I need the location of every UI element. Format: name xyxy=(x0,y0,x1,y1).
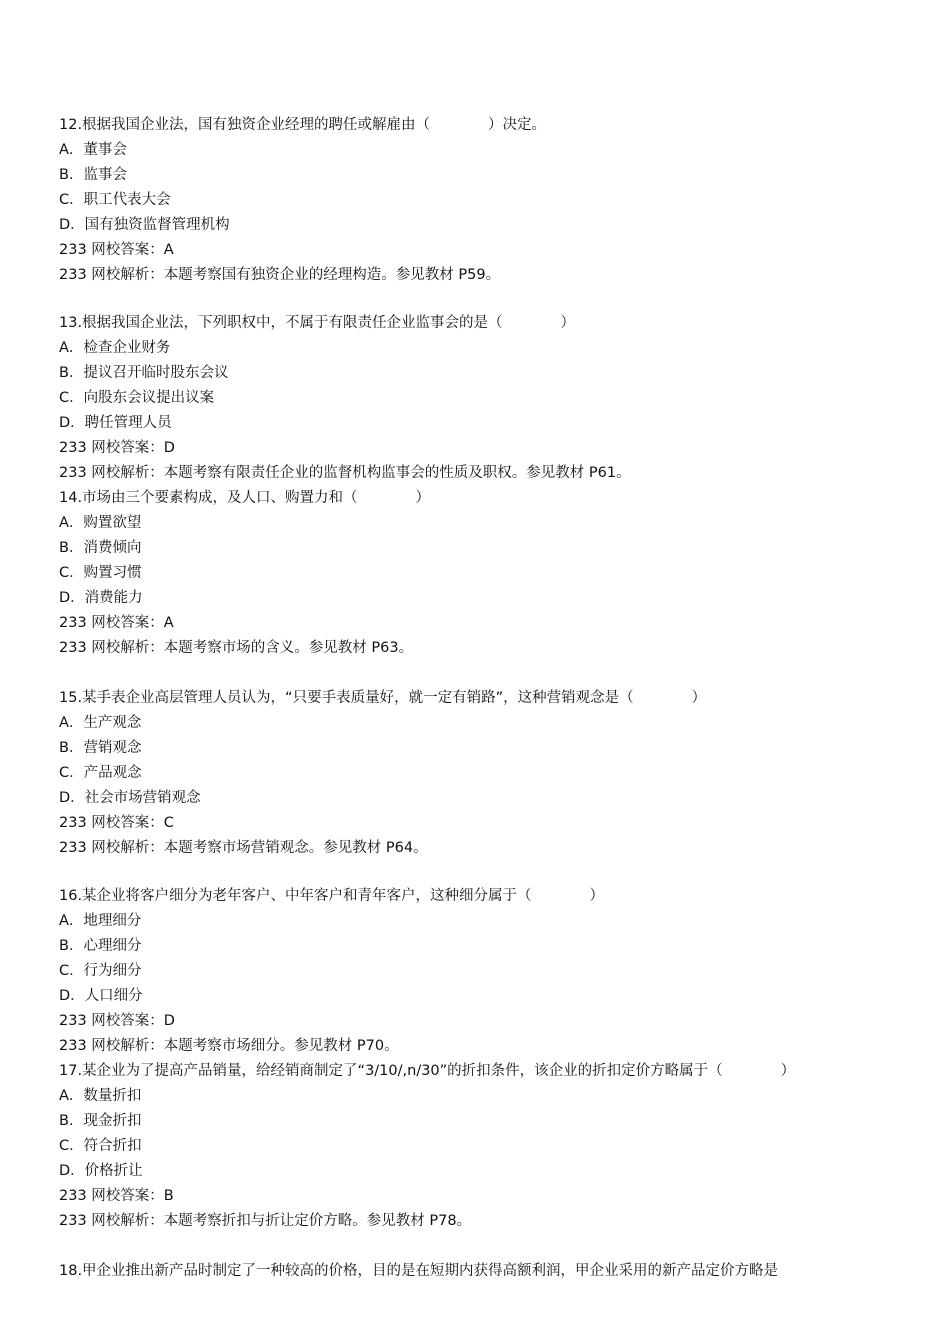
answer-explanation: 233 网校解析：本题考察市场营销观念。参见教材 P64。 xyxy=(59,840,428,856)
answer-option: B．心理细分 xyxy=(59,938,142,954)
answer-option: C．职工代表大会 xyxy=(59,192,171,208)
answer-option: B．提议召开临时股东会议 xyxy=(59,365,229,381)
answer-option: D．国有独资监督管理机构 xyxy=(59,217,230,233)
answer-option: D．人口细分 xyxy=(59,988,143,1004)
answer-option: A．生产观念 xyxy=(59,715,142,731)
question-stem: 16.某企业将客户细分为老年客户、中年客户和青年客户，这种细分属于（ ） xyxy=(59,888,605,904)
answer-key: 233 网校答案：B xyxy=(59,1188,174,1204)
answer-option: B．消费倾向 xyxy=(59,540,142,556)
answer-option: B．现金折扣 xyxy=(59,1113,142,1129)
answer-option: A．购置欲望 xyxy=(59,515,142,531)
answer-option: B．监事会 xyxy=(59,167,127,183)
answer-option: A．数量折扣 xyxy=(59,1088,142,1104)
answer-explanation: 233 网校解析：本题考察折扣与折让定价方略。参见教材 P78。 xyxy=(59,1213,472,1229)
answer-option: C．符合折扣 xyxy=(59,1138,142,1154)
answer-explanation: 233 网校解析：本题考察有限责任企业的监督机构监事会的性质及职权。参见教材 P61。 xyxy=(59,465,631,481)
question-stem: 12.根据我国企业法，国有独资企业经理的聘任或解雇由（ ）决定。 xyxy=(59,117,547,133)
question-stem: 15.某手表企业高层管理人员认为，“只要手表质量好，就一定有销路”，这种营销观念是（ ） xyxy=(59,690,707,706)
question-stem: 14.市场由三个要素构成，及人口、购置力和（ ） xyxy=(59,490,431,506)
answer-key: 233 网校答案：D xyxy=(59,440,175,456)
answer-key: 233 网校答案：A xyxy=(59,615,174,631)
answer-option: C．行为细分 xyxy=(59,963,142,979)
answer-option: A．地理细分 xyxy=(59,913,142,929)
answer-option: D．价格折让 xyxy=(59,1163,143,1179)
answer-explanation: 233 网校解析：本题考察国有独资企业的经理构造。参见教材 P59。 xyxy=(59,267,501,283)
answer-option: C．产品观念 xyxy=(59,765,142,781)
answer-option: A．董事会 xyxy=(59,142,127,158)
answer-explanation: 233 网校解析：本题考察市场细分。参见教材 P70。 xyxy=(59,1038,399,1054)
answer-option: D．消费能力 xyxy=(59,590,143,606)
answer-key: 233 网校答案：C xyxy=(59,815,174,831)
question-stem: 17.某企业为了提高产品销量，给经销商制定了“3/10/,n/30”的折扣条件，该企业的折扣定价方略属于（ ） xyxy=(59,1063,796,1079)
answer-option: D．社会市场营销观念 xyxy=(59,790,201,806)
question-stem: 13.根据我国企业法，下列职权中，不属于有限责任企业监事会的是（ ） xyxy=(59,315,576,331)
answer-explanation: 233 网校解析：本题考察市场的含义。参见教材 P63。 xyxy=(59,640,414,656)
question-stem: 18.甲企业推出新产品时制定了一种较高的价格，目的是在短期内获得高额利润，甲企业采用的新产品定价方略是 xyxy=(59,1263,779,1279)
answer-option: C．购置习惯 xyxy=(59,565,142,581)
answer-key: 233 网校答案：D xyxy=(59,1013,175,1029)
answer-option: D．聘任管理人员 xyxy=(59,415,172,431)
answer-option: C．向股东会议提出议案 xyxy=(59,390,215,406)
answer-key: 233 网校答案：A xyxy=(59,242,174,258)
answer-option: B．营销观念 xyxy=(59,740,142,756)
answer-option: A．检查企业财务 xyxy=(59,340,171,356)
